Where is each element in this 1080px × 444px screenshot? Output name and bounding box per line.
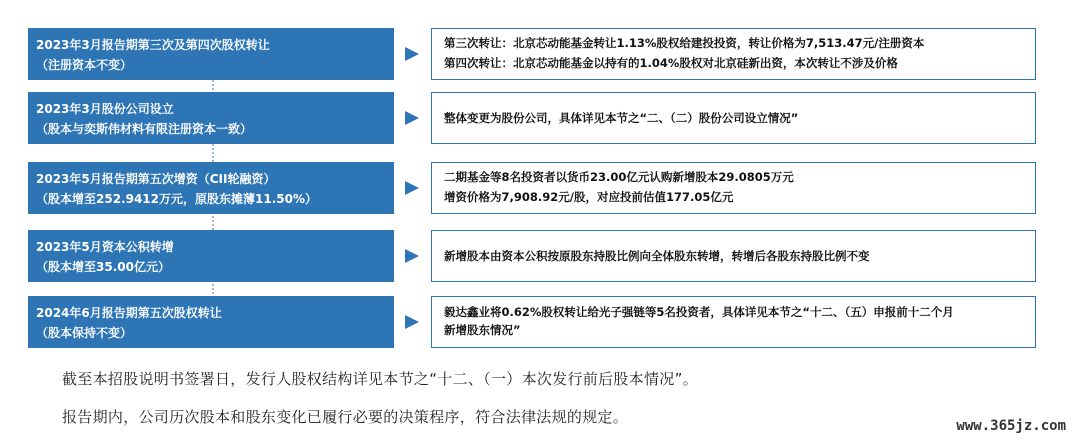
- stage-title: 2023年3月股份公司设立: [36, 102, 174, 116]
- stage-note: （股本增至35.00亿元）: [36, 260, 170, 274]
- timeline-stage-5: [28, 296, 394, 348]
- timeline-stage-1: [28, 28, 394, 80]
- timeline-stage-2: [28, 92, 394, 144]
- arrow-right-icon: [405, 249, 419, 263]
- detail-line: 毅达鑫业将0.62%股权转让给光子强链等5名投资者，具体详见本节之“十二、（五）申报前十二个月: [444, 305, 954, 319]
- detail-line: 增资价格为7,908.92元/股，对应投前估值177.05亿元: [444, 190, 734, 204]
- timeline-stage-4: [28, 230, 394, 282]
- detail-line: 第四次转让：北京芯动能基金以持有的1.04%股权对北京硅新出资，本次转让不涉及价格: [444, 56, 898, 70]
- timeline-detail-2: [431, 92, 1036, 144]
- detail-line: 整体变更为股份公司，具体详见本节之“二、（二）股份公司设立情况”: [444, 111, 799, 125]
- timeline-detail-3: [431, 162, 1036, 214]
- timeline-detail-4: [431, 230, 1036, 282]
- body-paragraph: 截至本招股说明书签署日，发行人股权结构详见本节之“十二、（一）本次发行前后股本情况”。: [62, 370, 698, 388]
- stage-note: （股本增至252.9412万元，原股东摊薄11.50%）: [36, 192, 317, 206]
- stage-title: 2024年6月报告期第五次股权转让: [36, 306, 222, 320]
- stage-title: 2023年5月资本公积转增: [36, 240, 174, 254]
- stage-note: （股本与奕斯伟材料有限注册资本一致）: [36, 122, 253, 136]
- stage-note: （股本保持不变）: [36, 326, 133, 340]
- arrow-right-icon: [405, 315, 419, 329]
- arrow-right-icon: [405, 47, 419, 61]
- watermark: www.365jz.com: [956, 418, 1066, 434]
- body-paragraph: 报告期内，公司历次股本和股东变化已履行必要的决策程序，符合法律法规的规定。: [62, 408, 629, 426]
- stage-title: 2023年3月报告期第三次及第四次股权转让: [36, 38, 270, 52]
- detail-line: 第三次转让：北京芯动能基金转让1.13%股权给建投投资，转让价格为7,513.47元/注册资本: [444, 36, 925, 50]
- timeline-stage-3: [28, 162, 394, 214]
- detail-line: 新增股东情况”: [444, 323, 521, 337]
- detail-line: 二期基金等8名投资者以货币23.00亿元认购新增股本29.0805万元: [444, 170, 794, 184]
- stage-title: 2023年5月报告期第五次增资（CII轮融资）: [36, 172, 276, 186]
- arrow-right-icon: [405, 181, 419, 195]
- timeline-detail-1: [431, 28, 1036, 80]
- arrow-right-icon: [405, 111, 419, 125]
- detail-line: 新增股本由资本公积按原股东持股比例向全体股东转增，转增后各股东持股比例不变: [444, 249, 870, 263]
- timeline-detail-5: [431, 296, 1036, 348]
- stage-note: （注册资本不变）: [36, 58, 133, 72]
